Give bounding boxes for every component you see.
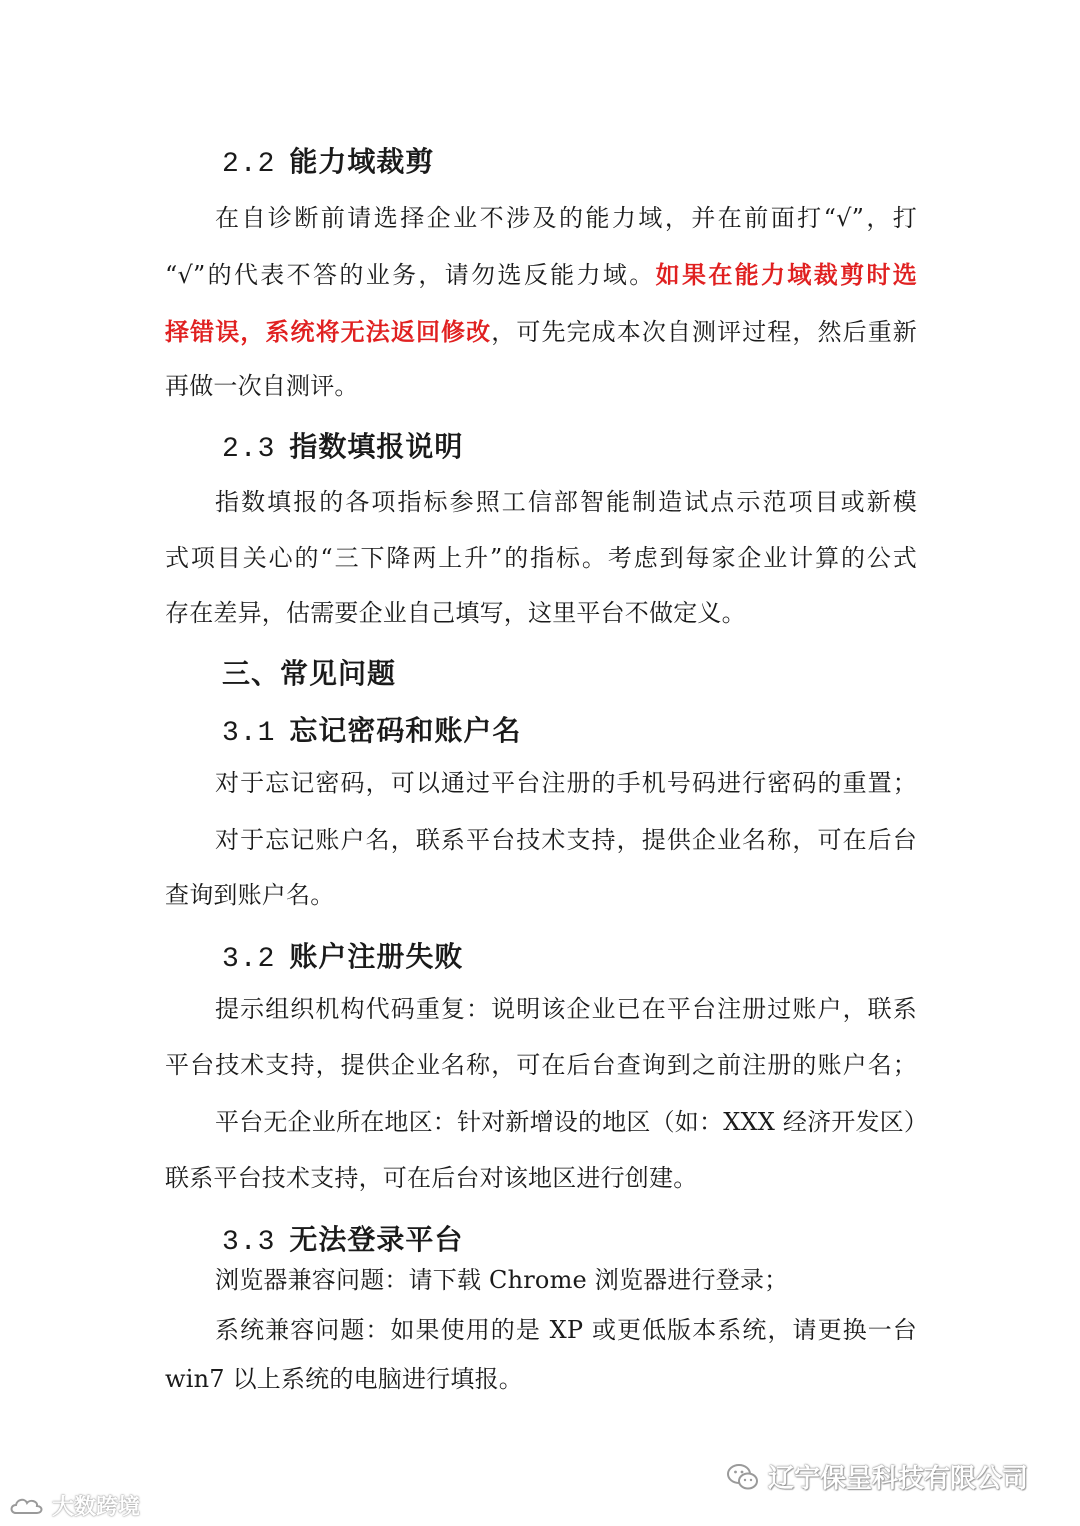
paragraph-line [165, 260, 917, 290]
text-emphasis-red: 如果在能力域裁剪时选 [655, 261, 917, 289]
watermark-wechat [726, 1458, 1028, 1495]
paragraph-line: 查询到账户名。 [165, 881, 335, 909]
watermark-brand [8, 1490, 140, 1521]
heading-title: 账户注册失败 [289, 940, 464, 973]
heading-number: 3.1 [222, 718, 276, 749]
paragraph-line: 平台无企业所在地区：针对新增设的地区（如：XXX 经济开发区） [215, 1108, 929, 1136]
paragraph-line: 联系平台技术支持，可在后台对该地区进行创建。 [165, 1164, 698, 1192]
heading-number: 2.2 [222, 149, 276, 180]
cloud-logo-icon [8, 1495, 48, 1517]
text-normal: “√”的代表不答的业务，请勿选反能力域。 [165, 261, 656, 289]
paragraph-line: 浏览器兼容问题：请下载 Chrome 浏览器进行登录； [215, 1266, 789, 1294]
paragraph-line: 对于忘记密码，可以通过平台注册的手机号码进行密码的重置； [215, 769, 917, 797]
heading-number: 2.3 [222, 434, 276, 465]
heading-number: 3.2 [222, 944, 276, 975]
text-emphasis-red: 择错误，系统将无法返回修改 [165, 318, 492, 346]
heading-title: 能力域裁剪 [289, 145, 435, 178]
heading-title: 指数填报说明 [289, 430, 464, 463]
paragraph-line: 指数填报的各项指标参照工信部智能制造试点示范项目或新模 [215, 488, 917, 516]
paragraph-line: 系统兼容问题：如果使用的是 XP 或更低版本系统，请更换一台 [215, 1316, 917, 1344]
heading-2-3 [222, 425, 463, 465]
paragraph-line: win7 以上系统的电脑进行填报。 [165, 1365, 523, 1393]
heading-title: 无法登录平台 [289, 1223, 464, 1256]
heading-2-2 [222, 140, 434, 180]
heading-3-1 [222, 709, 521, 749]
heading-3-2 [222, 935, 463, 975]
paragraph-line: 对于忘记账户名，联系平台技术支持，提供企业名称，可在后台 [215, 826, 917, 854]
heading-3-3 [222, 1218, 463, 1258]
paragraph-line: 在自诊断前请选择企业不涉及的能力域，并在前面打“√”，打 [215, 204, 917, 232]
paragraph-line: 存在差异，估需要企业自己填写，这里平台不做定义。 [165, 599, 746, 627]
watermark-text: 大数跨境 [52, 1495, 141, 1520]
watermark-text: 辽宁保呈科技有限公司 [768, 1464, 1029, 1494]
wechat-icon [726, 1462, 760, 1492]
paragraph-line: 式项目关心的“三下降两上升”的指标。考虑到每家企业计算的公式 [165, 544, 917, 572]
paragraph-line [165, 317, 917, 347]
heading-title: 忘记密码和账户名 [289, 714, 522, 747]
heading-number: 3.3 [222, 1227, 276, 1258]
heading-section-3: 三、常见问题 [222, 657, 397, 690]
paragraph-line: 提示组织机构代码重复：说明该企业已在平台注册过账户，联系 [215, 995, 917, 1023]
paragraph-line: 平台技术支持，提供企业名称，可在后台查询到之前注册的账户名； [165, 1051, 917, 1079]
text-normal: ，可先完成本次自测评过程，然后重新 [491, 318, 917, 346]
paragraph-line: 再做一次自测评。 [165, 372, 359, 400]
